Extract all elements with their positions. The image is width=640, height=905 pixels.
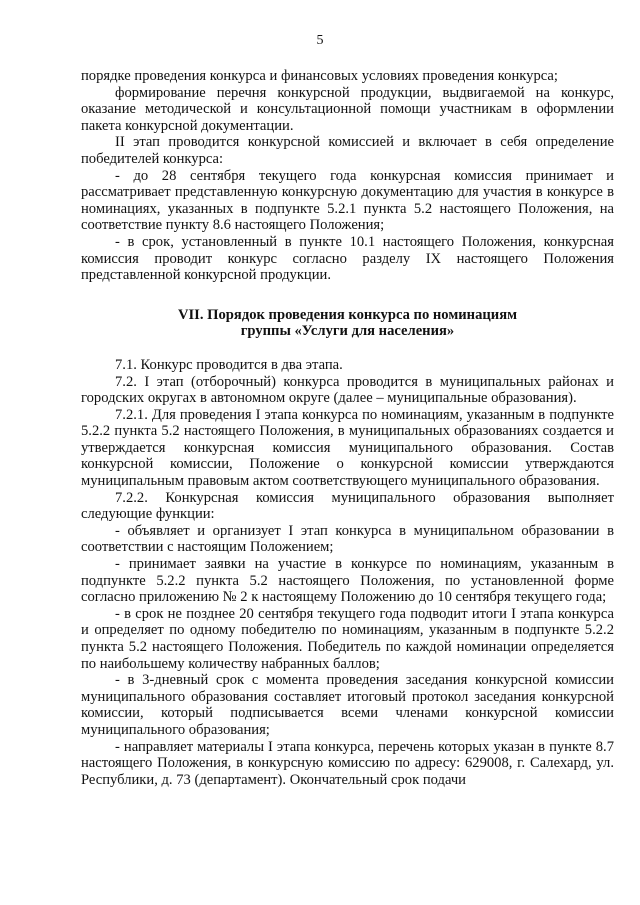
paragraph-sums-up-results: - в срок не позднее 20 сентября текущего года подводит итоги I этапа конкурса и определяет по одному победителю по номинациям, указанным в подпункте 5.2.2 пункта 5.2 настоящего Положения. Победитель по каждой номинации определяется по наибольшему количеству набранных баллов; bbox=[81, 605, 614, 672]
paragraph-point-10-1: - в срок, установленный в пункте 10.1 настоящего Положения, конкурсная комиссия проводит конкурс согласно разделу IX настоящего Положения представленной конкурсной продукции. bbox=[81, 233, 614, 284]
page-number: 5 bbox=[316, 33, 324, 48]
paragraph-accepts-applications: - принимает заявки на участие в конкурсе по номинациям, указанным в подпункте 5.2.2 пункта 5.2 настоящего Положения, по установленной форме согласно приложению № 2 к настоящему Положению до 10 сентября текущего года; bbox=[81, 556, 614, 606]
paragraph-order-conditions: порядке проведения конкурса и финансовых условиях проведения конкурса; bbox=[81, 68, 558, 84]
paragraph-final-protocol: - в 3-дневный срок с момента проведения заседания конкурсной комиссии муниципального образования составляет итоговый протокол заседания конкурсной комиссии, который подписывается всеми членами конкурсной комиссии муниципального образования; bbox=[81, 672, 614, 738]
paragraph-product-list: формирование перечня конкурсной продукции, выдвигаемой на конкурс, оказание методической и консультационной помощи участникам в оформлении пакета конкурсной документации. bbox=[81, 84, 614, 134]
document-body bbox=[81, 68, 614, 788]
paragraph-until-september-28: - до 28 сентября текущего года конкурсная комиссия принимает и рассматривает представленную конкурсную документацию для участия в конкурсе в номинациях, указанных в подпункте 5.2.1 пункта 5.2 настоящего Положения, на соответствие пункту 8.6 настоящего Положения; bbox=[81, 167, 614, 234]
paragraph-7-2-1: 7.2.1. Для проведения I этапа конкурса по номинациям, указанным в подпункте 5.2.2 пункта 5.2 настоящего Положения, в муниципальных образованиях создается и утверждается конкурсная комиссия муниципального образования. Состав конкурсной комиссии, Положение о конкурсной комиссии утверждаются муниципальным правовым актом соответствующего муниципального образования. bbox=[81, 406, 614, 490]
paragraph-7-1: 7.1. Конкурс проводится в два этапа. bbox=[115, 356, 343, 373]
paragraph-stage-two: II этап проводится конкурсной комиссией и включает в себя определение победителей конкурса: bbox=[81, 134, 614, 167]
paragraph-sends-materials: - направляет материалы I этапа конкурса, перечень которых указан в пункте 8.7 настоящего Положения, в конкурсную комиссию по адресу: 629008, г. Салехард, ул. Республики, д. 73 (департамент). Окончательный срок подачи bbox=[81, 738, 614, 788]
paragraph-announces-stage-one: - объявляет и организует I этап конкурса в муниципальном образовании в соответствии с настоящим Положением; bbox=[81, 522, 614, 556]
paragraph-7-2-2: 7.2.2. Конкурсная комиссия муниципального образования выполняет следующие функции: bbox=[81, 489, 614, 523]
section-heading-line-2: группы «Услуги для населения» bbox=[240, 323, 455, 340]
section-heading-line-1: VII. Порядок проведения конкурса по номинациям bbox=[177, 306, 518, 323]
paragraph-7-2: 7.2. I этап (отборочный) конкурса проводится в муниципальных районах и городских округах в автономном округе (далее – муниципальные образования). bbox=[81, 373, 614, 407]
